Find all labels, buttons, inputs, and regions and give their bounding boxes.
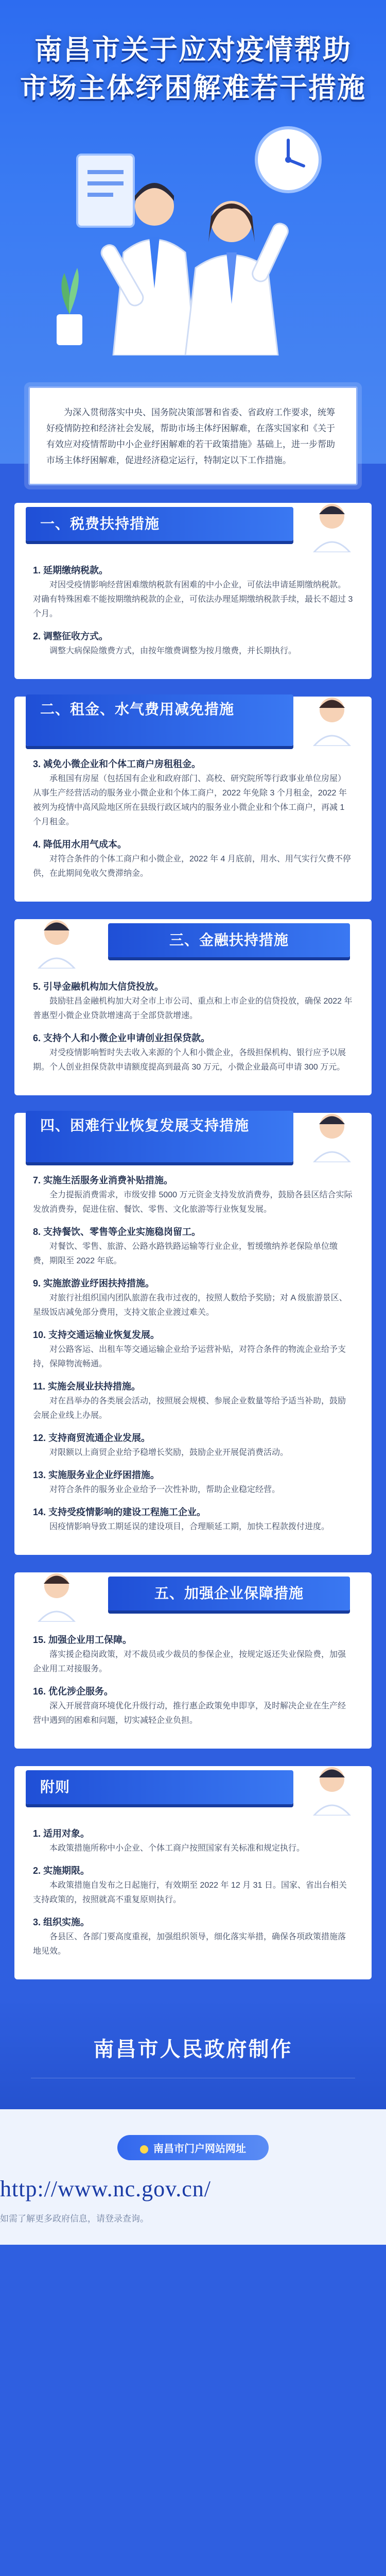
item-text: 对旅行社组织国内团队旅游在我市过夜的，按照人数给予奖励；对 A 级旅游景区、星级饭店减免部分费用，支持文旅企业渡过难关。 bbox=[33, 1294, 347, 1317]
section-body bbox=[14, 753, 372, 881]
list-item bbox=[33, 1914, 353, 1959]
item-text: 调整大病保险缴费方式，由按年缴费调整为按月缴费，并长期执行。 bbox=[49, 647, 297, 655]
item-text: 对符合条件的服务业企业给予一次性补助，帮助企业稳定经营。 bbox=[49, 1485, 280, 1494]
section-banner bbox=[108, 1577, 350, 1611]
section-rent bbox=[14, 697, 372, 902]
clock-icon bbox=[256, 128, 320, 192]
item-title: 7. 实施生活服务业消费补贴措施。 bbox=[33, 1175, 173, 1185]
section-body bbox=[14, 1629, 372, 1728]
plant-icon bbox=[57, 268, 82, 345]
list-item bbox=[33, 1504, 353, 1534]
footer-bottom bbox=[0, 2109, 386, 2245]
section-banner bbox=[26, 1770, 293, 1804]
doctors-illustration bbox=[46, 118, 340, 355]
doctor-icon bbox=[26, 912, 103, 969]
intro-card bbox=[28, 386, 358, 485]
list-item bbox=[33, 1863, 353, 1907]
section-header bbox=[26, 1106, 360, 1162]
section-body bbox=[14, 1170, 372, 1534]
item-title: 1. 延期缴纳税款。 bbox=[33, 565, 109, 575]
item-title: 8. 支持餐饮、零售等企业实施稳岗留工。 bbox=[33, 1227, 201, 1237]
item-title: 11. 实施会展业扶持措施。 bbox=[33, 1381, 141, 1392]
item-text: 对公路客运、出租车等交通运输企业给予运营补贴，对符合条件的物流企业给予支持，保障物流畅通。 bbox=[33, 1345, 346, 1368]
doctor-icon bbox=[283, 1759, 360, 1816]
hero-title bbox=[0, 0, 386, 107]
list-item bbox=[33, 1173, 353, 1217]
item-text: 对限额以上商贸企业给予稳增长奖励，鼓励企业开展促消费活动。 bbox=[49, 1448, 289, 1457]
item-title: 16. 优化涉企服务。 bbox=[33, 1686, 114, 1697]
hero-title-line-1: 南昌市关于应对疫情帮助 bbox=[34, 33, 352, 66]
section-header bbox=[26, 1565, 360, 1622]
section-banner bbox=[26, 507, 293, 541]
item-text: 对受疫情影响暂时失去收入来源的个人和小微企业，各级担保机构、银行应予以展期。个人创业担保贷款申请额度提高到最高 30 万元，小微企业最高可申请 300 万元。 bbox=[33, 1048, 346, 1072]
item-text: 对符合条件的个体工商户和小微企业，2022 年 4 月底前，用水、用气实行欠费不停供，在此期间免收欠费滞纳金。 bbox=[33, 855, 351, 878]
section-tax bbox=[14, 503, 372, 679]
item-text: 承租国有房屋（包括国有企业和政府部门、高校、研究院所等行政事业单位房屋）从事生产经营活动的服务业小微企业和个体工商户，2022 年免除 3 个月租金，2022 年被列为疫情中高风险地区所在县级行政区域内的服务业小微企业和个体工商户，再减 1 个月租金。 bbox=[33, 774, 347, 826]
portal-label-badge bbox=[117, 2135, 269, 2160]
portal-label: 南昌市门户网站网址 bbox=[153, 2143, 246, 2155]
site-url-link[interactable]: http://www.nc.gov.cn/ bbox=[0, 2176, 212, 2201]
section-body bbox=[14, 560, 372, 658]
section-title: 一、税费扶持措施 bbox=[40, 515, 160, 532]
item-text: 对因受疫情影响经营困难缴纳税款有困难的中小企业，可依法申请延期缴纳税款。对确有特殊困难不能按期缴纳税款的企业，可依法办理延期缴纳税款手续，最长不超过 3 个月。 bbox=[33, 581, 353, 618]
item-text: 本政策措施自发布之日起施行，有效期至 2022 年 12 月 31 日。国家、省出台相关支持政策的，按照就高不重复原则执行。 bbox=[33, 1881, 347, 1904]
item-title: 6. 支持个人和小微企业申请创业担保贷款。 bbox=[33, 1033, 210, 1043]
section-title: 三、金融扶持措施 bbox=[169, 931, 289, 948]
item-title: 2. 调整征收方式。 bbox=[33, 631, 109, 641]
list-item bbox=[33, 1224, 353, 1268]
item-title: 13. 实施服务业企业纾困措施。 bbox=[33, 1470, 160, 1480]
item-title: 10. 支持交通运输业恢复发展。 bbox=[33, 1330, 160, 1340]
document-board-icon bbox=[77, 155, 134, 227]
list-item bbox=[33, 1684, 353, 1728]
section-header bbox=[26, 689, 360, 746]
item-title: 14. 支持受疫情影响的建设工程施工企业。 bbox=[33, 1507, 206, 1517]
item-title: 1. 适用对象。 bbox=[33, 1828, 90, 1839]
item-title: 2. 实施期限。 bbox=[33, 1866, 90, 1876]
section-guarantee bbox=[14, 1572, 372, 1749]
section-industry bbox=[14, 1113, 372, 1555]
section-title: 四、困难行业恢复发展支持措施 bbox=[40, 1117, 250, 1134]
section-header bbox=[26, 1759, 360, 1816]
item-title: 9. 实施旅游业纾困扶持措施。 bbox=[33, 1278, 155, 1289]
list-item bbox=[33, 756, 353, 829]
doctor-icon bbox=[283, 689, 360, 746]
section-body bbox=[14, 1823, 372, 1959]
section-body bbox=[14, 976, 372, 1075]
item-text: 全力提振消费需求，市级安排 5000 万元资金支持发放消费券，鼓励各县区结合实际发放消费券，促进住宿、餐饮、零售、文化旅游等行业恢复发展。 bbox=[33, 1191, 353, 1214]
list-item bbox=[33, 979, 353, 1023]
item-text: 因疫情影响导致工期延误的建设项目，合理顺延工期，加快工程款拨付进度。 bbox=[49, 1522, 330, 1531]
item-title: 3. 组织实施。 bbox=[33, 1917, 90, 1927]
doctor-icon bbox=[283, 496, 360, 552]
item-title: 4. 降低用水用气成本。 bbox=[33, 839, 127, 850]
section-header bbox=[26, 496, 360, 552]
item-text: 落实援企稳岗政策，对不裁员或少裁员的参保企业，按规定返还失业保险费，加强企业用工对接服务。 bbox=[33, 1650, 346, 1673]
item-text: 深入开展营商环境优化升级行动，推行惠企政策免申即享，及时解决企业在生产经营中遇到的困难和问题，切实减轻企业负担。 bbox=[33, 1702, 346, 1725]
item-title: 12. 支持商贸流通企业发展。 bbox=[33, 1433, 151, 1443]
doctor-icon bbox=[26, 1565, 103, 1622]
hero-title-line-2: 市场主体纾困解难若干措施 bbox=[20, 72, 366, 104]
item-text: 各县区、各部门要高度重视，加强组织领导，细化落实举措，确保各项政策措施落地见效。 bbox=[33, 1933, 346, 1956]
item-title: 5. 引导金融机构加大信贷投放。 bbox=[33, 981, 164, 992]
item-text: 对在昌举办的各类展会活动，按照展会规模、参展企业数量等给予适当补助，鼓励会展企业线上办展。 bbox=[33, 1397, 346, 1420]
footer bbox=[0, 2000, 386, 2109]
portal-dot-icon bbox=[140, 2145, 148, 2154]
section-title: 二、租金、水气费用减免措施 bbox=[40, 701, 235, 718]
list-item bbox=[33, 1467, 353, 1497]
list-item bbox=[33, 1430, 353, 1460]
section-banner bbox=[26, 694, 293, 746]
intro-text: 为深入贯彻落实中央、国务院决策部署和省委、省政府工作要求，统筹好疫情防控和经济社会发展，帮助市场主体纾困解难，在落实国家和《关于有效应对疫情帮助中小企业纾困解难的若干政策措施》基础上，进一步帮助市场主体纾困解难，促进经济稳定运行，特制定以下工作措施。 bbox=[46, 408, 335, 465]
footer-maker: 南昌市人民政府制作 bbox=[31, 2021, 355, 2078]
doctor-right-figure bbox=[185, 201, 290, 355]
item-text: 鼓励驻昌金融机构加大对全市上市公司、重点和上市企业的信贷投放，确保 2022 年普惠型小微企业贷款增速高于全部贷款增速。 bbox=[33, 997, 353, 1020]
list-item bbox=[33, 1327, 353, 1371]
list-item bbox=[33, 1276, 353, 1320]
site-note: 如需了解更多政府信息，请登录查询。 bbox=[0, 2214, 149, 2224]
list-item bbox=[33, 1826, 353, 1856]
section-header bbox=[26, 912, 360, 969]
list-item bbox=[33, 629, 353, 658]
list-item bbox=[33, 1632, 353, 1676]
item-text: 对餐饮、零售、旅游、公路水路铁路运输等行业企业，暂缓缴纳养老保险单位缴费，期限至 2022 年底。 bbox=[33, 1242, 338, 1265]
section-finance bbox=[14, 919, 372, 1095]
item-text: 本政策措施所称中小企业、个体工商户按照国家有关标准和规定执行。 bbox=[49, 1844, 305, 1853]
section-title: 附则 bbox=[40, 1778, 71, 1795]
list-item bbox=[33, 1379, 353, 1423]
item-title: 3. 减免小微企业和个体工商户房租租金。 bbox=[33, 759, 201, 769]
doctor-icon bbox=[283, 1106, 360, 1162]
section-banner bbox=[26, 1111, 293, 1162]
list-item bbox=[33, 563, 353, 621]
section-appendix bbox=[14, 1766, 372, 1979]
section-banner bbox=[108, 923, 350, 957]
section-title: 五、加强企业保障措施 bbox=[154, 1585, 304, 1602]
list-item bbox=[33, 1030, 353, 1075]
item-title: 15. 加强企业用工保障。 bbox=[33, 1635, 132, 1645]
list-item bbox=[33, 837, 353, 881]
